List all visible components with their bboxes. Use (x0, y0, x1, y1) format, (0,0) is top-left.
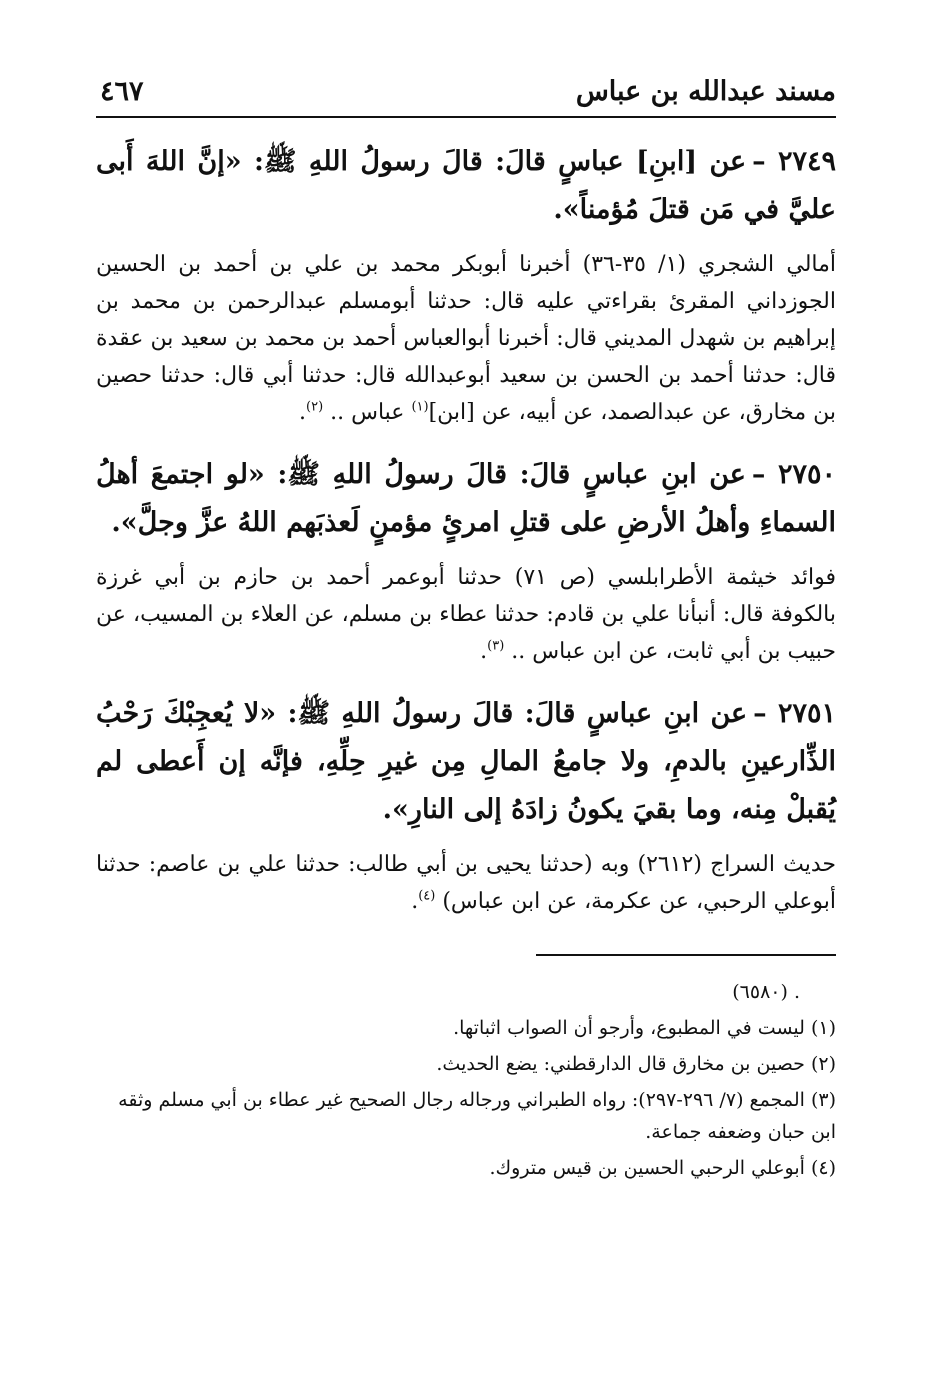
footnote-ref[interactable]: (٣) (487, 638, 505, 654)
source-body: أمالي الشجري (١/ ٣٥-٣٦) أخبرنا أبوبكر محمد بن علي بن أحمد بن الحسين الجوزداني المقرئ بقراءتي عليه قال: حدثنا أبومسلم عبدالرحمن بن محمد بن إبراهيم بن شهدل المديني قال: أخبرنا أبوالعباس أحمد بن محمد بن سعيد بن عقدة قال: حدثنا أحمد بن الحسن بن سعيد أبوعبدالله قال: حدثنا أبي قال: حدثنا حصين بن مخارق، عن عبدالصمد، عن أبيه، عن [ابن] (96, 252, 836, 425)
footnote-text: حصين بن مخارق قال الدارقطني: يضع الحديث. (436, 1053, 805, 1075)
hadith-text (96, 138, 836, 234)
document-page (96, 70, 836, 1188)
source-end: . (299, 400, 306, 425)
hadith-entry (96, 138, 836, 431)
hadith-number: ٢٧٥١ – (753, 698, 837, 729)
footnote-number: (٤) (810, 1157, 836, 1179)
hadith-number: ٢٧٤٩ – (752, 146, 837, 177)
footnote-item (96, 1152, 836, 1184)
hadith-text (96, 690, 836, 834)
source-body: حديث السراج (٢٦١٢) وبه (حدثنا يحيى بن أبي طالب: حدثنا علي بن عاصم: حدثنا أبوعلي الرحبي، عن عكرمة، عن ابن عباس) (96, 852, 836, 914)
footnote-item (96, 1012, 836, 1044)
footnote-number: (٢) (810, 1053, 836, 1075)
footnote-divider-wrap (96, 954, 836, 956)
footnote-text: . (٦٥٨٠) (732, 981, 800, 1003)
footnote-text: المجمع (٧/ ٢٩٦-٢٩٧): رواه الطبراني ورجاله رجال الصحيح غير عطاء بن أبي مسلم وثقه ابن حبان وضعفه جماعة. (118, 1089, 836, 1143)
footnote-divider (536, 954, 836, 956)
source-end: . (411, 889, 419, 914)
footnote-item (96, 1048, 836, 1080)
source-citation (96, 846, 836, 920)
footnote-number: (٣) (810, 1089, 836, 1111)
footnote-number: (١) (810, 1017, 836, 1039)
source-end: . (480, 639, 488, 664)
footnote-text: ليست في المطبوع، وأرجو أن الصواب اثباتها. (453, 1017, 805, 1039)
page-header (96, 70, 836, 118)
source-tail: عباس .. (323, 400, 412, 425)
footnote-ref[interactable]: (١) (411, 399, 429, 415)
footnote-item (96, 1084, 836, 1148)
footnote-item (96, 976, 836, 1008)
running-title: مسند عبدالله بن عباس (575, 76, 836, 107)
hadith-entry (96, 690, 836, 920)
source-citation (96, 559, 836, 670)
footnote-ref[interactable]: (٢) (306, 399, 324, 415)
source-citation (96, 246, 836, 431)
source-body: فوائد خيثمة الأطرابلسي (ص ٧١) حدثنا أبوعمر أحمد بن حازم بن أبي غرزة بالكوفة قال: أنبأنا علي بن قادم: حدثنا عطاء بن مسلم، عن العلاء بن المسيب، عن حبيب بن أبي ثابت، عن ابن عباس .. (96, 565, 836, 664)
hadith-body: عن ابنِ عباسٍ قالَ: قالَ رسولُ اللهِ ﷺ: «لا يُعجِبْكَ رَحْبُ الذِّارعينِ بالدمِ، ولا جامعُ المالِ مِن غيرِ حِلِّهِ، فإنَّه إن أَعطى لم يُقبلْ مِنه، وما بقيَ يكونُ زادَهُ إلى النارِ». (96, 698, 836, 825)
footnotes (96, 976, 836, 1184)
footnote-ref[interactable]: (٤) (418, 888, 436, 904)
page-number: ٤٦٧ (100, 76, 144, 107)
hadith-number: ٢٧٥٠ – (751, 459, 836, 490)
footnote-text: أبوعلي الرحبي الحسين بن قيس متروك. (489, 1157, 805, 1179)
hadith-body: عن [ابنِ] عباسٍ قالَ: قالَ رسولُ اللهِ ﷺ: «إنَّ اللهَ أَبى عليَّ في مَن قتلَ مُؤمناً». (96, 146, 836, 225)
hadith-text (96, 451, 836, 547)
hadith-body: عن ابنِ عباسٍ قالَ: قالَ رسولُ اللهِ ﷺ: «لو اجتمعَ أهلُ السماءِ وأهلُ الأرضِ على قتلِ امرئٍ مؤمنٍ لَعذبَهم اللهُ عزَّ وجلَّ». (96, 459, 836, 538)
hadith-entry (96, 451, 836, 670)
